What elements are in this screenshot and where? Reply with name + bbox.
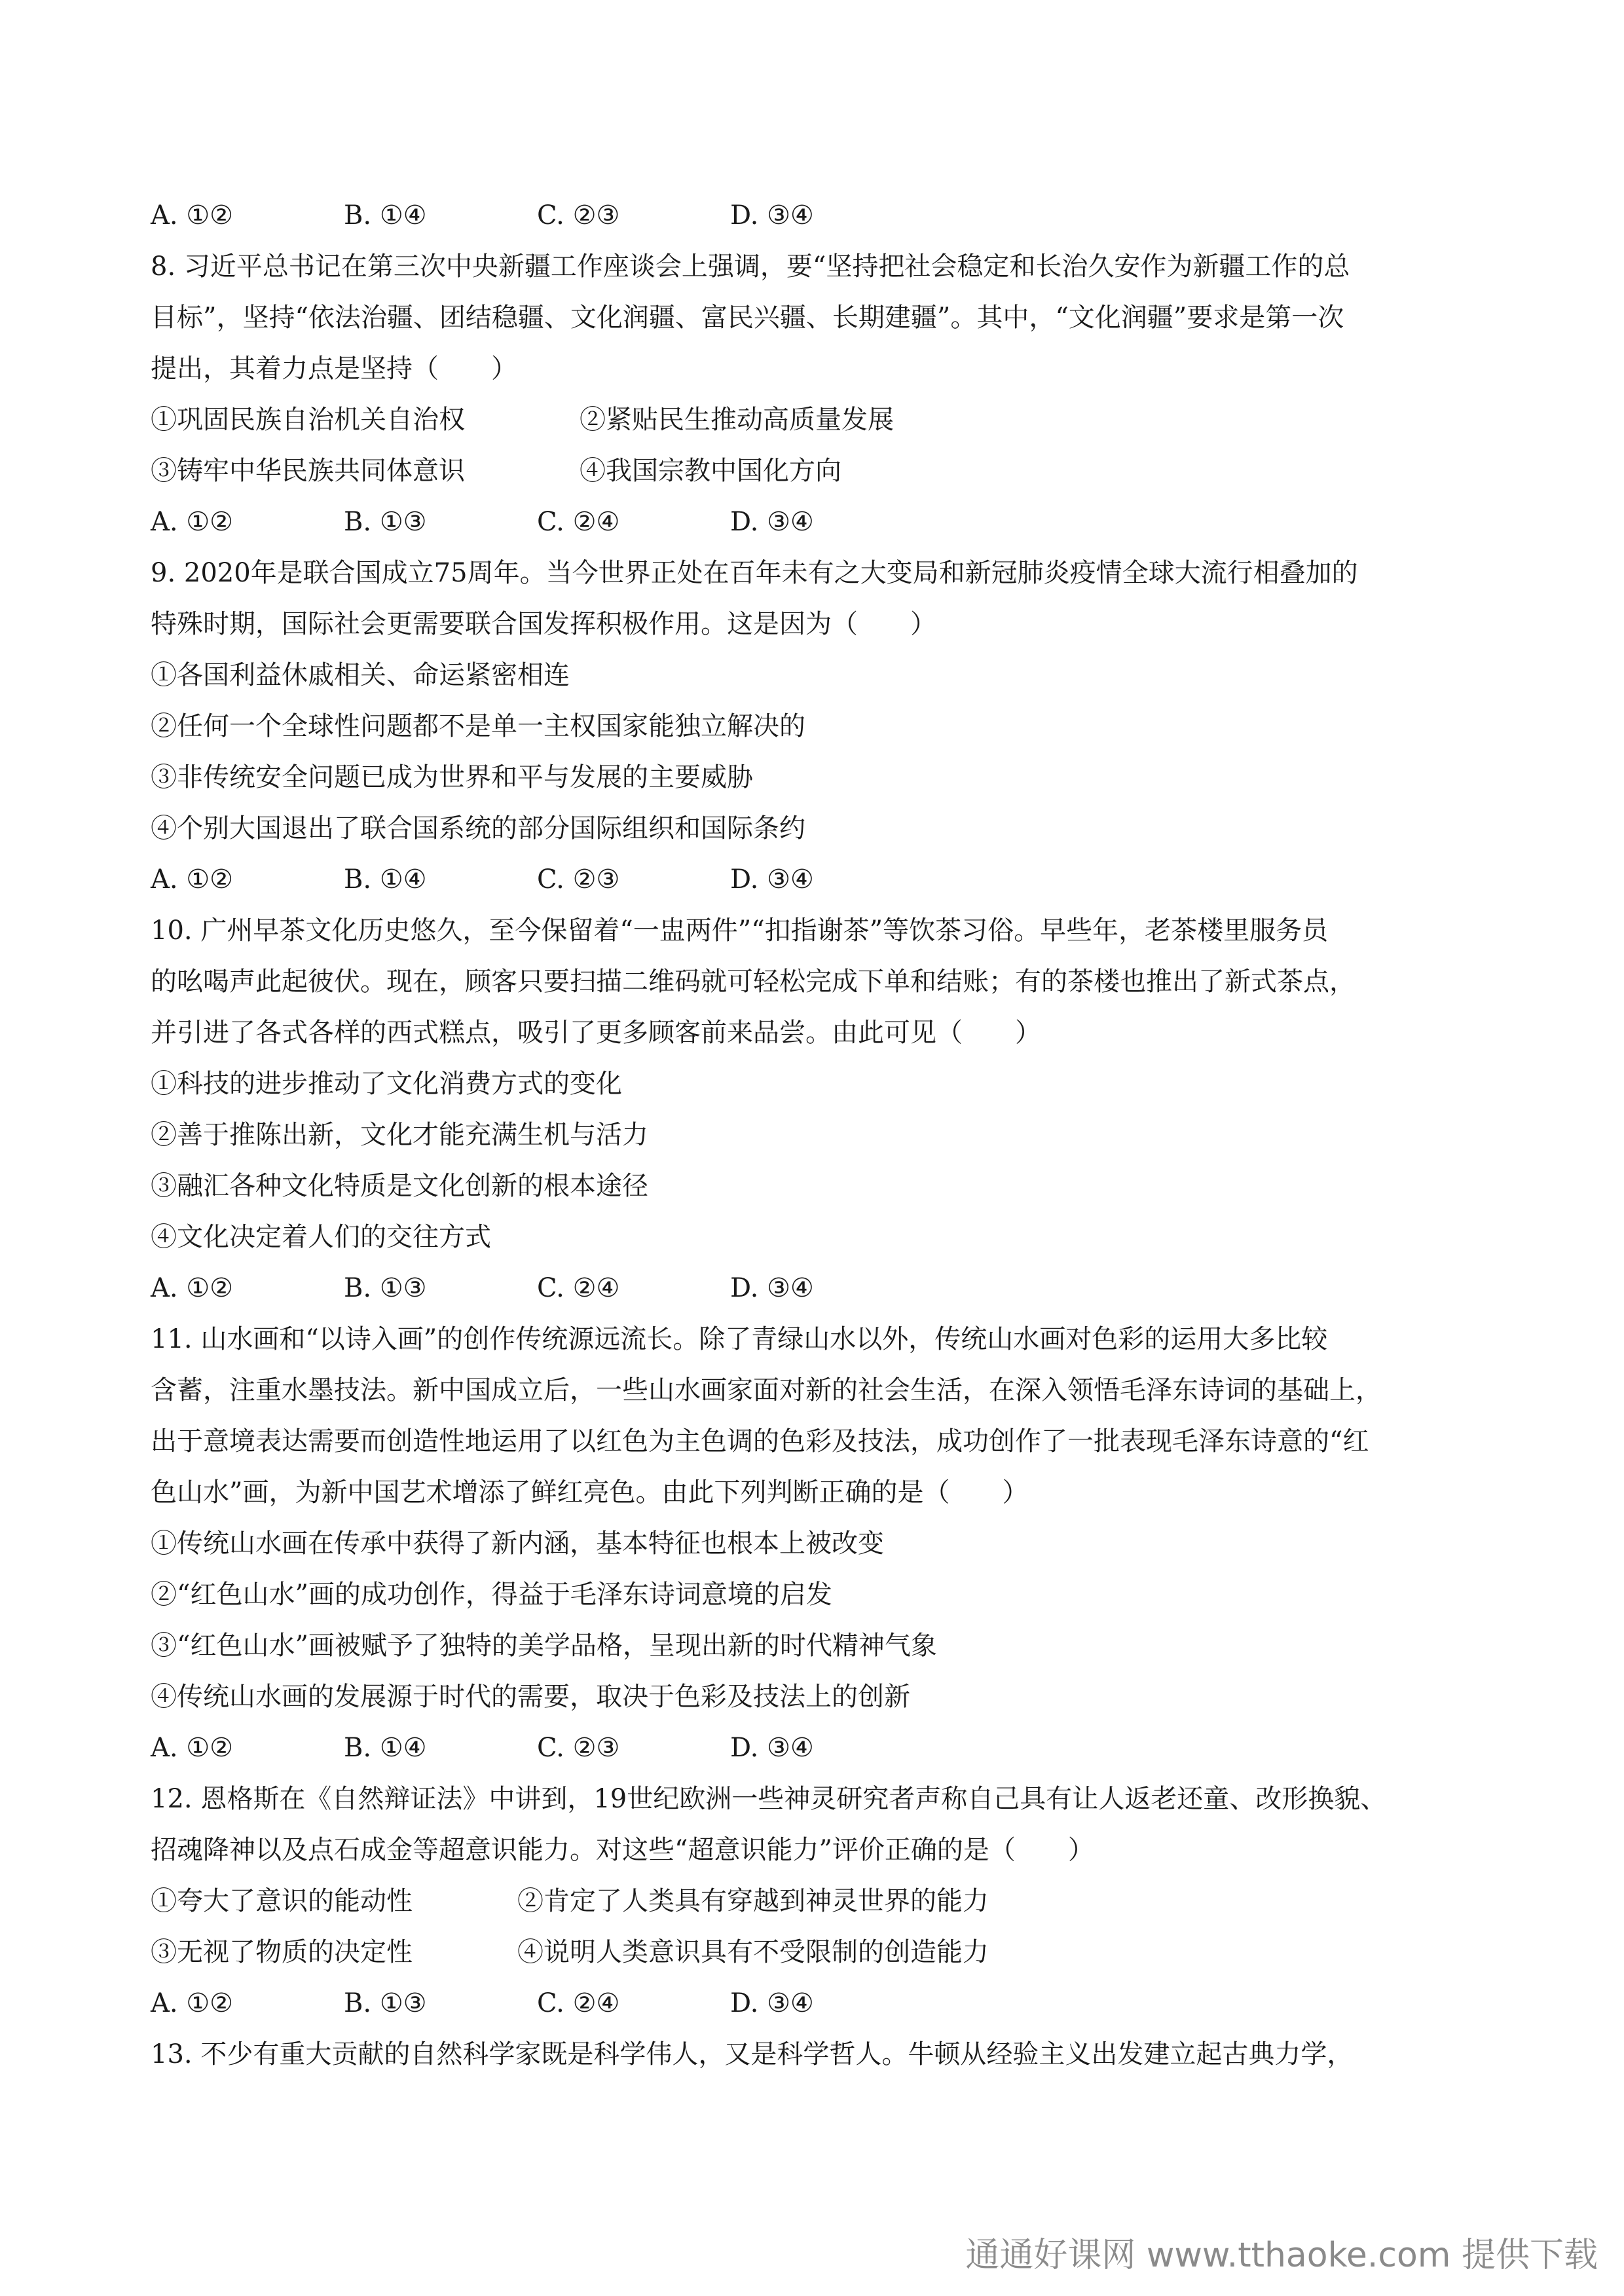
q12-item-1: ①夸大了意识的能动性	[151, 1886, 413, 1916]
q10-option-c: C. ②④	[537, 1273, 620, 1303]
q11-option-d: D. ③④	[730, 1733, 814, 1763]
q8-stem-line: 提出，其着力点是坚持（ ）	[151, 354, 517, 384]
q9-option-d: D. ③④	[730, 864, 814, 895]
question-12	[151, 1773, 1486, 2029]
q9-item-3: ③非传统安全问题已成为世界和平与发展的主要威胁	[151, 762, 753, 792]
q12-option-a: A. ①②	[151, 1988, 234, 2018]
q8-option-b: B. ①③	[344, 507, 427, 537]
q8-item-3: ③铸牢中华民族共同体意识	[151, 456, 465, 486]
q12-options	[151, 1978, 1486, 2029]
q10-item-2: ②善于推陈出新，文化才能充满生机与活力	[151, 1120, 648, 1150]
q11-option-c: C. ②③	[537, 1733, 620, 1763]
watermark-text: 通通好课网 www.tthaoke.com 提供下载	[965, 2236, 1598, 2275]
q9-stem-line: 特殊时期，国际社会更需要联合国发挥积极作用。这是因为（ ）	[151, 609, 936, 639]
question-10	[151, 905, 1486, 1314]
q10-stem-line: 并引进了各式各样的西式糕点，吸引了更多顾客前来品尝。由此可见（ ）	[151, 1018, 1041, 1048]
q11-option-a: A. ①②	[151, 1733, 234, 1763]
q11-item-4: ④传统山水画的发展源于时代的需要，取决于色彩及技法上的创新	[151, 1682, 910, 1712]
question-8	[151, 241, 1486, 547]
question-13	[151, 2029, 1486, 2080]
q10-item-3: ③融汇各种文化特质是文化创新的根本途径	[151, 1171, 648, 1201]
q8-option-d: D. ③④	[730, 507, 814, 537]
q7-option-a: A. ①②	[151, 200, 234, 231]
q11-stem-line: 出于意境表达需要而创造性地运用了以红色为主色调的色彩及技法，成功创作了一批表现毛泽东诗意的“红	[151, 1426, 1369, 1456]
q12-stem-line: 12. 恩格斯在《自然辩证法》中讲到，19世纪欧洲一些神灵研究者声称自己具有让人返老还童、改形换貌、	[151, 1784, 1387, 1814]
q12-stem-line: 招魂降神以及点石成金等超意识能力。对这些“超意识能力”评价正确的是（ ）	[151, 1835, 1094, 1865]
q10-option-d: D. ③④	[730, 1273, 814, 1303]
q12-option-d: D. ③④	[730, 1988, 814, 2018]
q7-option-b: B. ①④	[344, 200, 427, 231]
q8-stem-line: 8. 习近平总书记在第三次中央新疆工作座谈会上强调，要“坚持把社会稳定和长治久安作为新疆工作的总	[151, 251, 1350, 282]
q11-item-1: ①传统山水画在传承中获得了新内涵，基本特征也根本上被改变	[151, 1528, 884, 1559]
q10-option-b: B. ①③	[344, 1273, 427, 1303]
q10-item-4: ④文化决定着人们的交往方式	[151, 1222, 491, 1252]
q11-stem-line: 色山水”画，为新中国艺术增添了鲜红亮色。由此下列判断正确的是（ ）	[151, 1477, 1029, 1508]
q8-items-row	[151, 445, 1486, 496]
q9-item-1: ①各国利益休戚相关、命运紧密相连	[151, 660, 570, 690]
q7-option-d: D. ③④	[730, 200, 814, 231]
question-11	[151, 1314, 1486, 1773]
q12-items-row	[151, 1876, 1486, 1927]
q8-option-c: C. ②④	[537, 507, 620, 537]
q13-stem-line: 13. 不少有重大贡献的自然科学家既是科学伟人，又是科学哲人。牛顿从经验主义出发建立起古典力学，	[151, 2039, 1354, 2069]
q7-option-c: C. ②③	[537, 200, 620, 231]
q12-item-2: ②肯定了人类具有穿越到神灵世界的能力	[517, 1886, 989, 1916]
q7-options	[151, 190, 1486, 241]
q12-option-c: C. ②④	[537, 1988, 620, 2018]
q9-options	[151, 854, 1486, 905]
q11-options	[151, 1722, 1486, 1773]
q11-item-3: ③“红色山水”画被赋予了独特的美学品格，呈现出新的时代精神气象	[151, 1631, 937, 1661]
question-9	[151, 547, 1486, 905]
q10-options	[151, 1263, 1486, 1314]
q11-stem-line: 11. 山水画和“以诗入画”的创作传统源远流长。除了青绿山水以外，传统山水画对色彩的运用大多比较	[151, 1324, 1328, 1354]
q9-item-2: ②任何一个全球性问题都不是单一主权国家能独立解决的	[151, 711, 805, 741]
q9-option-b: B. ①④	[344, 864, 427, 895]
q9-option-a: A. ①②	[151, 864, 234, 895]
q9-stem-line: 9. 2020年是联合国成立75周年。当今世界正处在百年未有之大变局和新冠肺炎疫情全球大流行相叠加的	[151, 558, 1358, 588]
q11-option-b: B. ①④	[344, 1733, 427, 1763]
q10-stem-line: 10. 广州早茶文化历史悠久，至今保留着“一盅两件”“扣指谢茶”等饮茶习俗。早些年，老茶楼里服务员	[151, 916, 1329, 946]
q10-option-a: A. ①②	[151, 1273, 234, 1303]
q8-items-row	[151, 394, 1486, 445]
q12-item-3: ③无视了物质的决定性	[151, 1937, 413, 1967]
q8-item-4: ④我国宗教中国化方向	[580, 456, 841, 486]
q12-items-row	[151, 1927, 1486, 1978]
q8-stem-line: 目标”，坚持“依法治疆、团结稳疆、文化润疆、富民兴疆、长期建疆”。其中，“文化润疆”要求是第一次	[151, 303, 1344, 333]
exam-page	[151, 190, 1486, 2080]
q9-option-c: C. ②③	[537, 864, 620, 895]
q12-option-b: B. ①③	[344, 1988, 427, 2018]
q9-item-4: ④个别大国退出了联合国系统的部分国际组织和国际条约	[151, 813, 805, 843]
q11-item-2: ②“红色山水”画的成功创作，得益于毛泽东诗词意境的启发	[151, 1580, 832, 1610]
q8-options	[151, 496, 1486, 547]
q8-item-1: ①巩固民族自治机关自治权	[151, 405, 465, 435]
q10-stem-line: 的吆喝声此起彼伏。现在，顾客只要扫描二维码就可轻松完成下单和结账；有的茶楼也推出了新式茶点，	[151, 967, 1356, 997]
q10-item-1: ①科技的进步推动了文化消费方式的变化	[151, 1069, 622, 1099]
q8-item-2: ②紧贴民生推动高质量发展	[580, 405, 894, 435]
q12-item-4: ④说明人类意识具有不受限制的创造能力	[517, 1937, 989, 1967]
q8-option-a: A. ①②	[151, 507, 234, 537]
q11-stem-line: 含蓄，注重水墨技法。新中国成立后，一些山水画家面对新的社会生活，在深入领悟毛泽东诗词的基础上，	[151, 1375, 1382, 1405]
